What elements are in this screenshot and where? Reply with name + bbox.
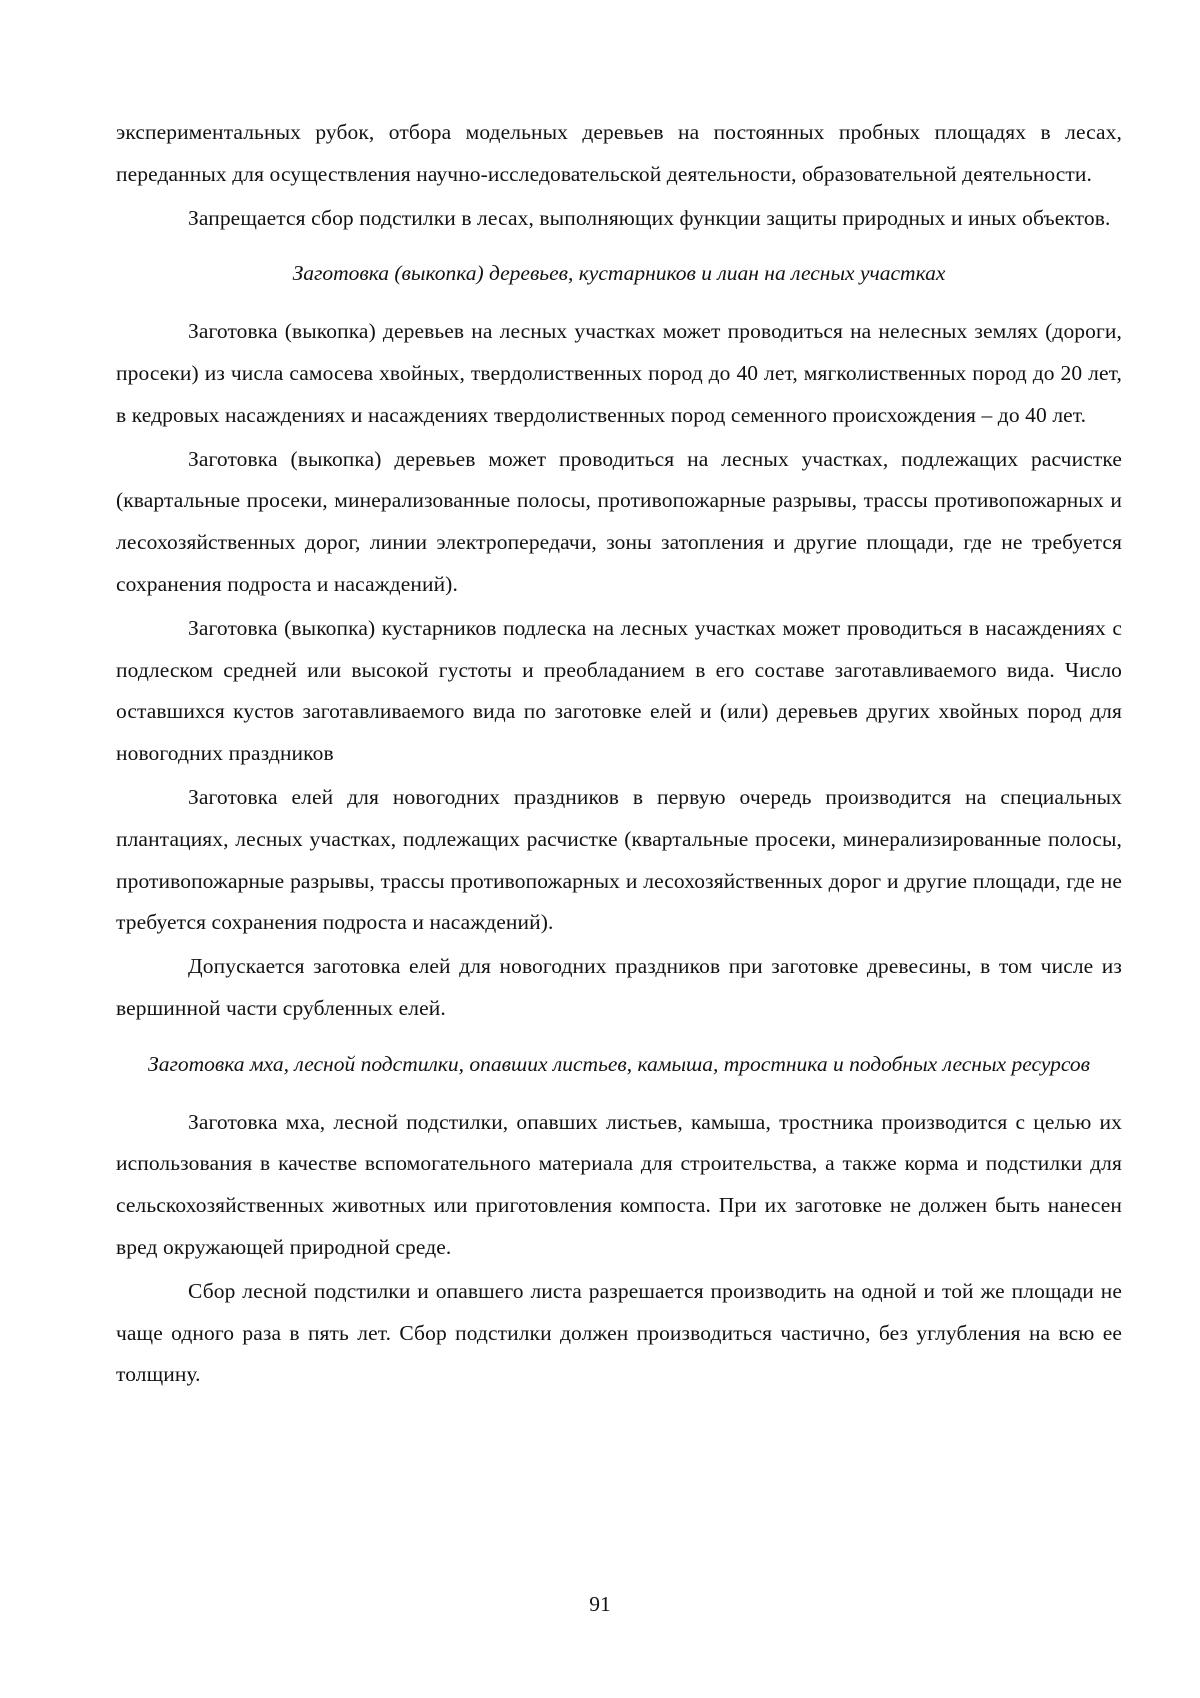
- page-number: 91: [589, 1592, 611, 1616]
- paragraph: Допускается заготовка елей для новогодних праздников при заготовке древесины, в том числе из вершинной части срубленных елей.: [116, 954, 1122, 1020]
- paragraph: Заготовка (выкопка) кустарников подлеска на лесных участках может проводиться в насаждениях с подлеском средней или высокой густоты и преобладанием в его составе заготавливаемого вида. Число оставшихся кустов заготавливаемого вида по заготовке елей и (или) деревьев других хвойных пород для новогодних праздников: [116, 615, 1122, 766]
- paragraph: Заготовка (выкопка) деревьев на лесных участках может проводиться на нелесных землях (дороги, просеки) из числа самосева хвойных, твердолиственных пород до 40 лет, мягколиственных пород до 20 лет, в кедровых насаждениях и насаждениях твердолиственных пород семенного происхождения – до 40 лет.: [116, 319, 1122, 427]
- paragraph: Сбор лесной подстилки и опавшего листа разрешается производить на одной и той же площади не чаще одного раза в пять лет. Сбор подстилки должен производиться частично, без углубления на всю ее толщину.: [116, 1278, 1122, 1387]
- paragraph: Запрещается сбор подстилки в лесах, выполняющих функции защиты природных и иных объектов.: [188, 205, 1111, 230]
- section-heading: Заготовка мха, лесной подстилки, опавших листьев, камыша, тростника и подобных лесных ресурсов: [148, 1051, 1090, 1076]
- paragraph: экспериментальных рубок, отбора модельных деревьев на постоянных пробных площадях в лесах, переданных для осуществления научно-исследовательской деятельности, образовательной деятельности.: [116, 120, 1122, 186]
- document-page: [116, 112, 1122, 1398]
- paragraph: Заготовка (выкопка) деревьев может проводиться на лесных участках, подлежащих расчистке (квартальные просеки, минерализованные полосы, противопожарные разрывы, трассы противопожарных и лесохозяйственных дорог, линии электропередачи, зоны затопления и другие площади, где не требуется сохранения подроста и насаждений).: [116, 446, 1122, 596]
- paragraph: Заготовка елей для новогодних праздников в первую очередь производится на специальных плантациях, лесных участках, подлежащих расчистке (квартальные просеки, минерализированные полосы, противопожарные разрывы, трассы противопожарных и лесохозяйственных дорог и другие площади, где не требуется сохранения подроста и насаждений).: [116, 784, 1122, 935]
- section-heading: Заготовка (выкопка) деревьев, кустарников и лиан на лесных участках: [292, 261, 946, 286]
- paragraph: Заготовка мха, лесной подстилки, опавших листьев, камыша, тростника производится с целью их использования в качестве вспомогательного материала для строительства, а также корма и подстилки для сельскохозяйственных животных или приготовления компоста. При их заготовке не должен быть нанесен вред окружающей природной среде.: [116, 1109, 1122, 1259]
